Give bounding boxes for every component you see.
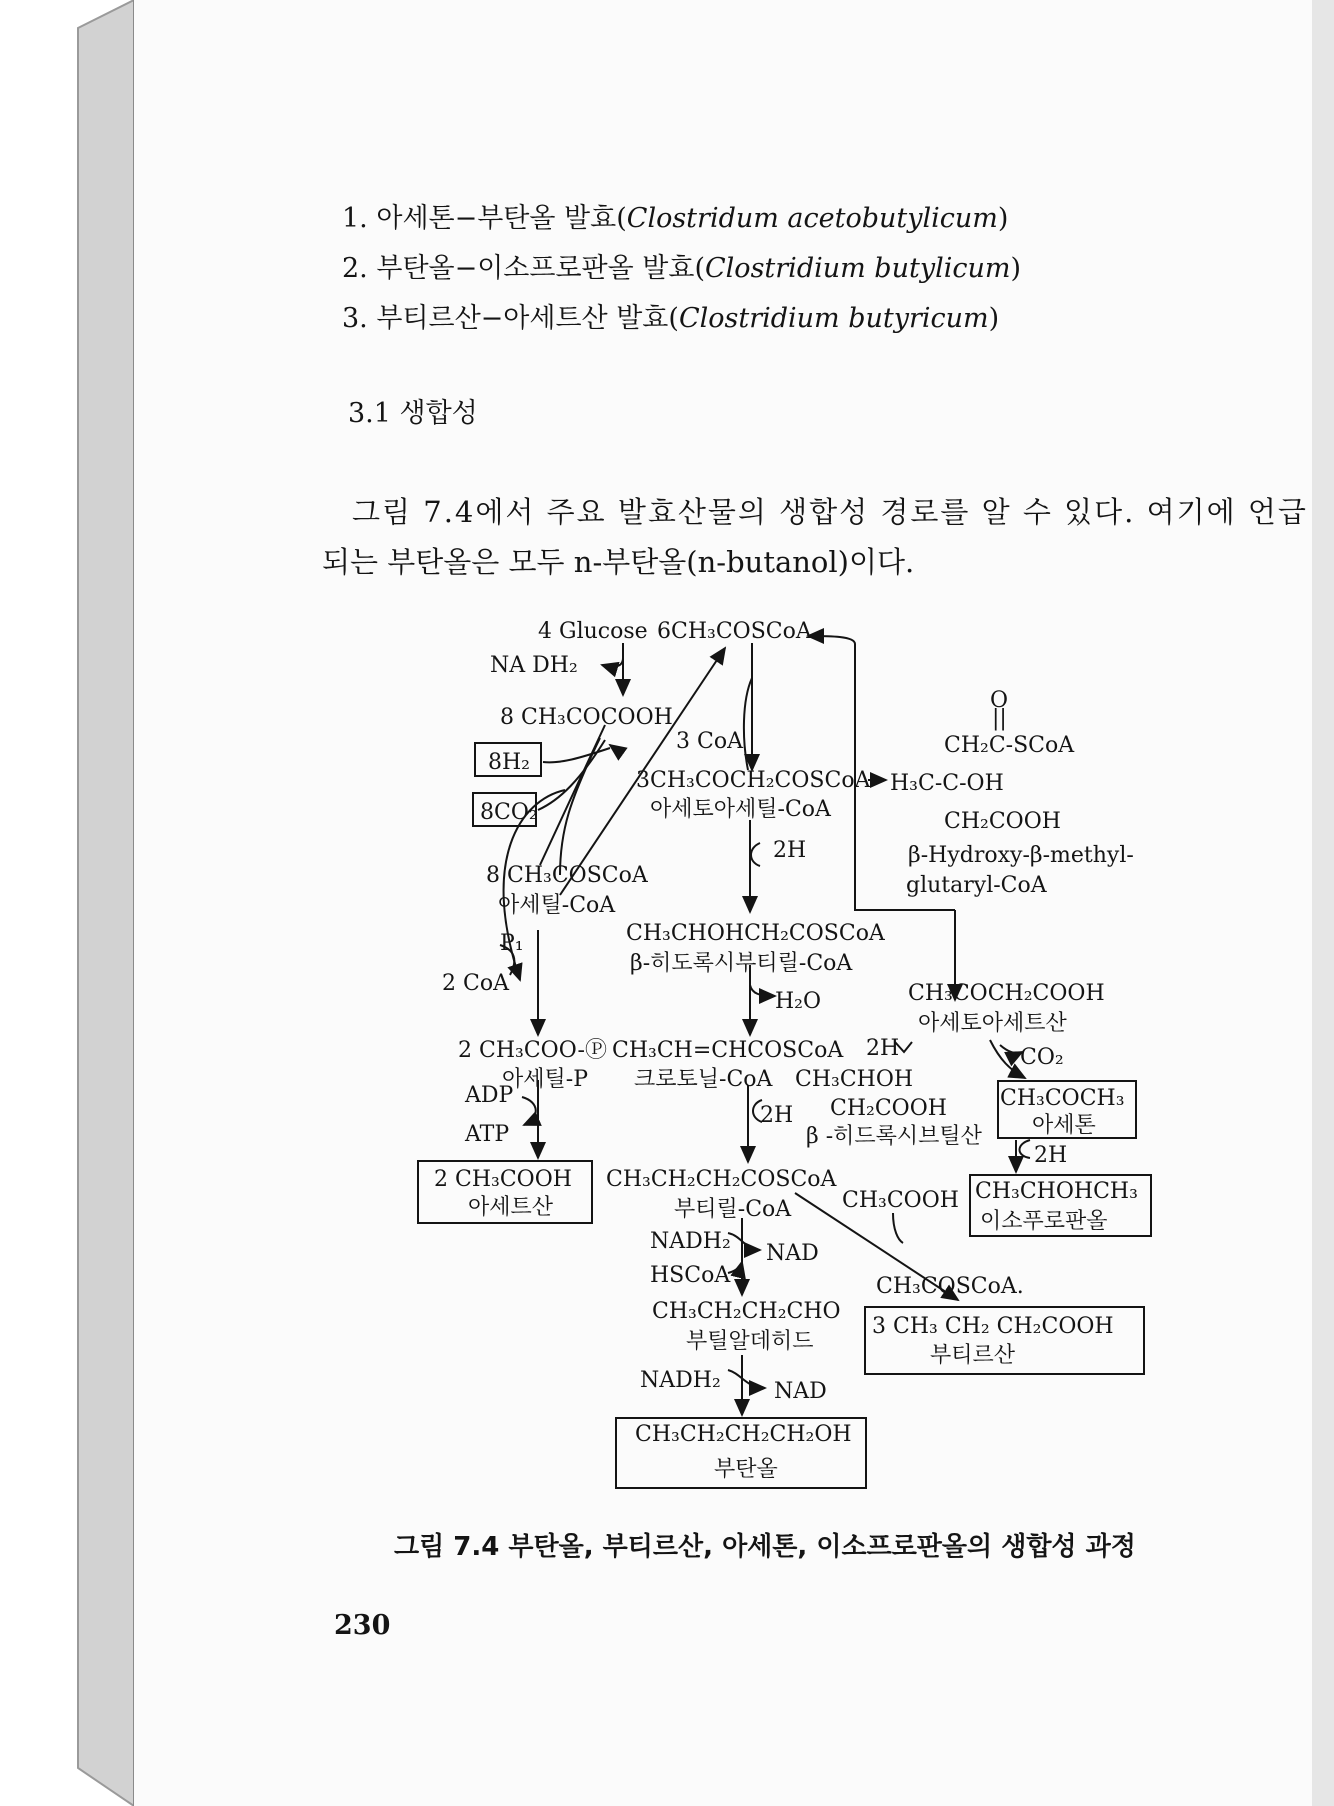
butyrate-name: 부티르산: [930, 1343, 1016, 1368]
hmg-name-1: β-Hydroxy-β-methyl-: [908, 843, 1134, 868]
hmg-line-1: CH₂C-SCoA: [944, 733, 1075, 758]
butyrylcoa-name: 부티릴-CoA: [674, 1197, 792, 1222]
list-latin-name: Clostridium butyricum: [678, 303, 989, 334]
adp-label: ADP: [465, 1083, 514, 1108]
acetylcoa-name: 아세틸-CoA: [498, 893, 616, 918]
crotonylcoa-formula: CH₃CH=CHCOSCoA: [612, 1038, 844, 1063]
acetone-formula: CH₃COCH₃: [1000, 1086, 1125, 1111]
list-number: 1.: [342, 203, 368, 234]
acetoacetate-formula: CH₃COCH₂COOH: [908, 981, 1105, 1006]
list-number: 2.: [342, 253, 368, 284]
isopropanol-name: 이소푸로판올: [980, 1209, 1108, 1234]
isopropanol-formula: CH₃CHOHCH₃: [975, 1179, 1138, 1204]
hydroxybutyrate-line-2: CH₂COOH: [830, 1096, 947, 1121]
crotonylcoa-name: 크로토닐-CoA: [634, 1067, 773, 1092]
hmg-double-bond: ||: [992, 706, 1007, 731]
acetoacetylcoa-name: 아세토아세틸-CoA: [650, 797, 831, 822]
nadh2-label: NA DH₂: [490, 653, 578, 678]
acetylp-name: 아세틸-P: [502, 1067, 588, 1092]
page-number: 230: [334, 1610, 391, 1641]
acetone-name: 아세톤: [1032, 1113, 1096, 1138]
acetic-acid-label: CH₃COOH: [842, 1188, 959, 1213]
hmg-name-2: glutaryl-CoA: [906, 873, 1047, 898]
butyraldehyde-formula: CH₃CH₂CH₂CHO: [652, 1299, 841, 1324]
hydroxybutyrate-line-1: CH₃CHOH: [795, 1067, 914, 1092]
list-latin-name: Clostridum acetobutylicum: [626, 203, 998, 234]
hydroxybutyrylcoa-name: β-히도록시부티릴-CoA: [630, 951, 853, 976]
acetylcoa-formula: 8 CH₃COSCoA: [486, 863, 648, 888]
h2o-label: H₂O: [775, 989, 822, 1014]
nadh2-label: NADH₂: [650, 1229, 731, 1254]
hscoa-label: HSCoA: [650, 1263, 731, 1288]
paragraph-line-1: 그림 7.4에서 주요 발효산물의 생합성 경로를 알 수 있다. 여기에 언급: [352, 495, 1308, 529]
butanol-name: 부탄올: [714, 1457, 778, 1482]
acetylcoa-product-label: CH₃COSCoA.: [876, 1274, 1024, 1299]
butyrate-formula: 3 CH₃ CH₂ CH₂COOH: [872, 1314, 1114, 1339]
acetylp-formula: 2 CH₃COO-Ⓟ: [458, 1038, 607, 1063]
list-number: 3.: [342, 303, 368, 334]
acetate-formula: 2 CH₃COOH: [434, 1167, 572, 1192]
nadh2-label: NADH₂: [640, 1368, 721, 1393]
reduction-2h-label: 2H: [760, 1103, 794, 1128]
list-korean-text: 아세톤−부탄올 발효: [376, 203, 617, 234]
reduction-2h-label: 2H: [866, 1036, 900, 1061]
h2-box-label: 8H₂: [488, 750, 531, 775]
co2-label: CO₂: [1020, 1045, 1064, 1070]
butanol-formula: CH₃CH₂CH₂CH₂OH: [635, 1422, 852, 1447]
list-latin-name: Clostridium butylicum: [705, 253, 1011, 284]
paren: ): [1010, 253, 1022, 284]
atp-label: ATP: [465, 1122, 510, 1147]
butyraldehyde-name: 부틸알데히드: [686, 1329, 814, 1354]
reduction-2h-label: 2H: [773, 838, 807, 863]
glucose-label: 4 Glucose: [538, 619, 648, 644]
coa2-label: 2 CoA: [442, 971, 509, 996]
acetate-name: 아세트산: [468, 1195, 554, 1220]
list-korean-text: 부티르산−아세트산 발효: [376, 303, 669, 334]
paren: (: [668, 303, 679, 334]
paren: ): [988, 303, 1000, 334]
reduction-2h-label: 2H: [1034, 1143, 1068, 1168]
pyruvate-label: 8 CH₃COCOOH: [500, 705, 673, 730]
acetoacetylcoa-formula: 3CH₃COCH₂COSCoA: [636, 768, 871, 793]
paren: (: [694, 253, 706, 284]
paragraph-line-2: 되는 부탄올은 모두 n-부탄올(n-butanol)이다.: [322, 545, 915, 579]
nad-label: NAD: [774, 1379, 827, 1404]
paren: (: [616, 203, 627, 234]
p1-label: P₁: [500, 931, 524, 956]
hydroxybutyrylcoa-formula: CH₃CHOHCH₂COSCoA: [626, 921, 885, 946]
co2-box-label: 8CO₂: [480, 800, 538, 825]
figure-caption: 그림 7.4 부탄올, 부티르산, 아세톤, 이소프로판올의 생합성 과정: [394, 1532, 1136, 1562]
acetoacetate-name: 아세토아세트산: [918, 1011, 1067, 1036]
coa3-label: 3 CoA: [676, 729, 743, 754]
list-korean-text: 부탄올−이소프로판올 발효: [376, 253, 695, 284]
acetylcoa-pool-label: 6CH₃COSCoA: [657, 619, 812, 644]
hmg-oxygen: O: [990, 688, 1009, 713]
nad-label: NAD: [766, 1241, 819, 1266]
section-heading: 3.1 생합성: [348, 398, 478, 429]
hmg-line-2: H₃C-C-OH: [890, 771, 1004, 796]
butyrylcoa-formula: CH₃CH₂CH₂COSCoA: [606, 1167, 837, 1192]
paren: ): [997, 203, 1009, 234]
hmg-line-3: CH₂COOH: [944, 809, 1061, 834]
hydroxybutyrate-name: β -히드록시브틸산: [806, 1124, 982, 1149]
